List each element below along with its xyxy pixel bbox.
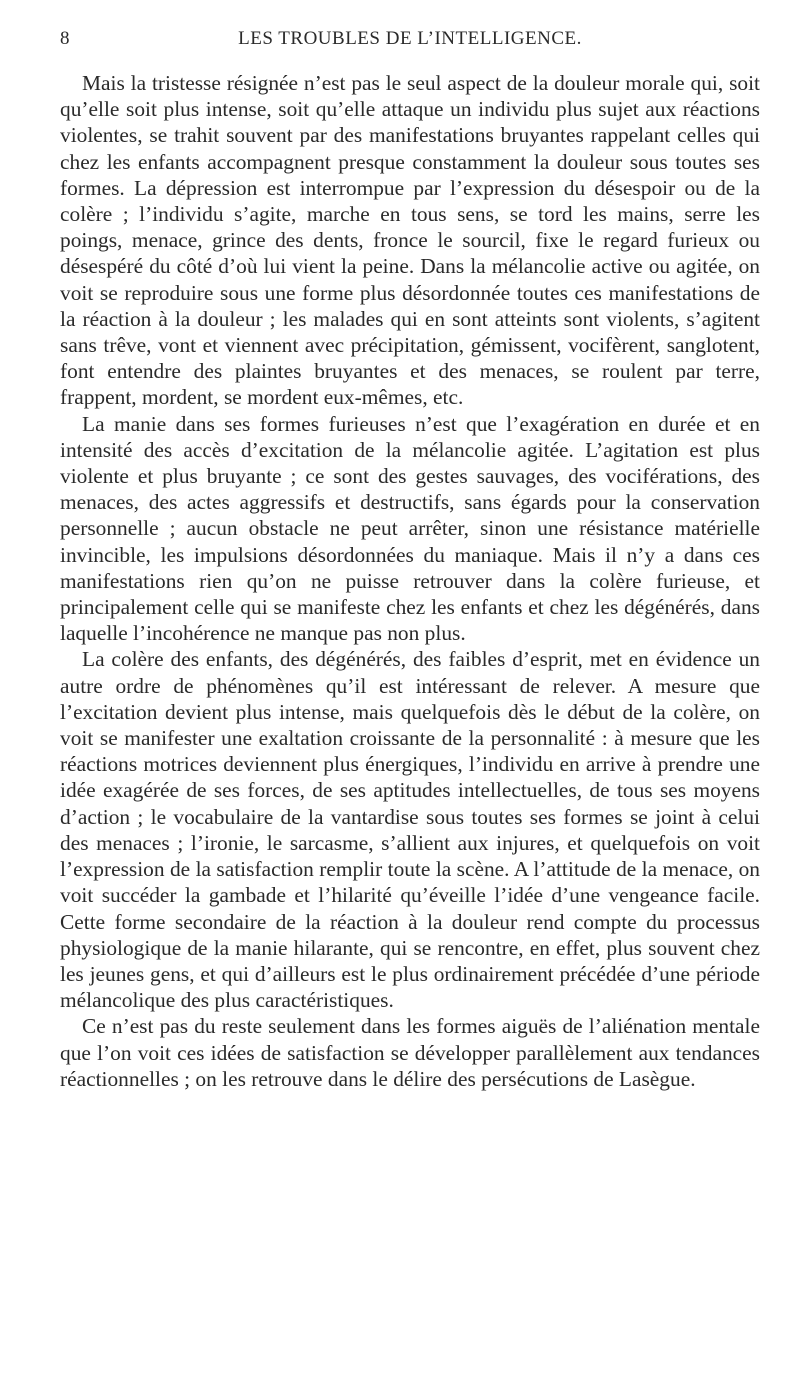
page-header — [60, 28, 760, 58]
paragraph: La manie dans ses formes furieuses n’est que l’exagération en durée et en intensité des accès d’excitation de la mélancolie agitée. L’agitation est plus violente et plus bruyante ; ce sont des gestes sauvages, des vociférations, des menaces, des actes aggressifs et destructifs, sans égards pour la conservation personnelle ; aucun obstacle ne peut arrêter, sinon une résistance matérielle invincible, les impulsions désordonnées du maniaque. Mais il n’y a dans ces manifestations rien qu’on ne puisse retrouver dans la colère furieuse, et principalement celle qui se manifeste chez les enfants et chez les dégénérés, dans laquelle l’incohérence ne manque pas non plus. — [60, 411, 760, 646]
paragraph: Mais la tristesse résignée n’est pas le seul aspect de la douleur morale qui, soit qu’elle soit plus intense, soit qu’elle attaque un individu plus sujet aux réactions violentes, se trahit souvent par des manifestations bruyantes rappelant celles qui chez les enfants accompagnent presque constamment la douleur sous toutes ses formes. La dépression est interrompue par l’expression du désespoir ou de la colère ; l’individu s’agite, marche en tous sens, se tord les mains, serre les poings, menace, grince des dents, fronce le sourcil, fixe le regard furieux ou désespéré du côté d’où lui vient la peine. Dans la mélancolie active ou agitée, on voit se reproduire sous une forme plus désordonnée toutes ces manifestations de la réaction à la douleur ; les malades qui en sont atteints sont violents, s’agitent sans trêve, vont et viennent avec précipitation, gémissent, vocifèrent, sanglotent, font entendre des plaintes bruyantes et des menaces, se roulent par terre, frappent, mordent, se mordent eux-mêmes, etc. — [60, 71, 760, 410]
paragraph: Ce n’est pas du reste seulement dans les formes aiguës de l’aliénation mentale que l’on voit ces idées de satisfaction se développer parallèlement aux tendances réactionnelles ; on les retrouve dans le délire des persécutions de Lasègue. — [60, 1014, 760, 1091]
body-text — [60, 70, 760, 1092]
paragraph: La colère des enfants, des dégénérés, des faibles d’esprit, met en évidence un autre ordre de phénomènes qu’il est intéressant de relever. A mesure que l’excitation devient plus intense, mais quelquefois dès le début de la colère, on voit se manifester une exaltation croissante de la personnalité : à mesure que les réactions motrices deviennent plus énergiques, l’individu en arrive à prendre une idée exagérée de ses forces, de ses aptitudes intellectuelles, de tous ses moyens d’action ; le vocabulaire de la vantardise sous toutes ses formes se joint à celui des menaces ; l’ironie, le sarcasme, s’allient aux injures, et quelquefois on voit l’expression de la satisfaction remplir toute la scène. A l’attitude de la menace, on voit succéder la gambade et l’hilarité qu’éveille l’idée d’une vengeance facile. Cette forme secondaire de la réaction à la douleur rend compte du processus physiologique de la manie hilarante, qui se rencontre, en effet, plus souvent chez les jeunes gens, et qui d’ailleurs est le plus ordinairement précédée d’une période mélancolique des plus caractéristiques. — [60, 647, 760, 1013]
running-title: LES TROUBLES DE L’INTELLIGENCE. — [238, 28, 582, 49]
page-number: 8 — [60, 28, 70, 49]
